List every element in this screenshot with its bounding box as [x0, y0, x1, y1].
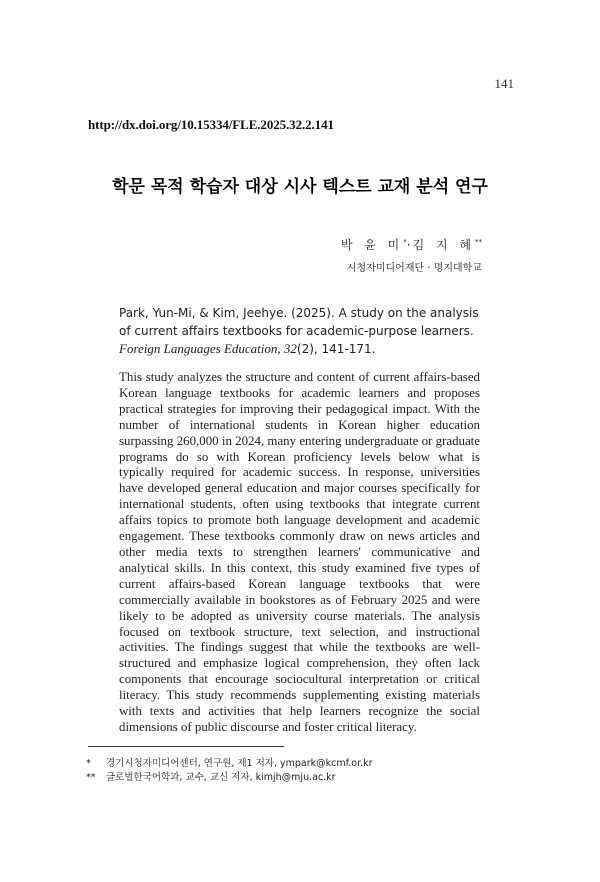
affiliation: 시청자미디어재단 · 명지대학교 [346, 263, 482, 274]
footnote-1-mark: * [86, 758, 91, 769]
authors [341, 236, 482, 253]
abstract-body: This study analyzes the structure and content of current affairs-based Korean language textbooks for academic learners and proposes practical strategies for improving their pedagogical impact. With the number of international students in Korean higher education surpassing 260,000 in 2024, many entering undergraduate or graduate programs do so with Korean proficiency levels below what is typically required for academic success. In response, universities have developed general education and major courses specifically for international students, often using textbooks that integrate current affairs topics to promote both language development and academic engagement. These textbooks commonly draw on news articles and other media texts to strengthen learners' communicative and analytical skills. In this context, this study examined five types of current affairs-based Korean language textbooks that were commercially available in bookstores as of February 2025 and were likely to be adopted as university course materials. The analysis focused on textbook structure, text selection, and instructional activities. The findings suggest that while the textbooks are well-structured and emphasize logical comprehension, they often lack components that encourage sociocultural interpretation or critical literacy. This study recommends supplementing existing materials with texts and activities that help learners recognize the social dimensions of public discourse and foster critical literacy. [119, 370, 480, 734]
author-separator: · [406, 238, 413, 252]
author-1-mark: * [403, 238, 407, 246]
citation [119, 305, 484, 359]
citation-issue: (2), 141-171. [296, 342, 376, 356]
citation-text: Park, Yun-Mi, & Kim, Jeehye. (2025). A study on the analysis of current affairs textbooks for academic-purpose learners. [119, 306, 479, 338]
footnotes [86, 757, 373, 785]
footnote-2-mark: ** [86, 772, 96, 783]
page-number: 141 [494, 76, 514, 91]
footnote-2-text: 글로벌한국어학과, 교수, 교신 저자, kimjh@mju.ac.kr [106, 772, 336, 783]
footnote-1 [86, 757, 373, 771]
citation-journal: Foreign Languages Education, 32 [119, 341, 297, 356]
article-title: 학문 목적 학습자 대상 시사 텍스트 교재 분석 연구 [112, 177, 488, 197]
footnote-1-text: 경기시청자미디어센터, 연구원, 제1 저자, ympark@kcmf.or.kr [106, 758, 373, 769]
author-2-mark: ** [475, 238, 482, 246]
author-name-2: 김 지 혜 [412, 238, 475, 252]
footnote-2 [86, 771, 373, 785]
doi-link[interactable]: http://dx.doi.org/10.15334/FLE.2025.32.2.141 [88, 117, 334, 132]
footnote-divider [88, 746, 284, 747]
author-name-1: 박 윤 미 [340, 238, 404, 252]
